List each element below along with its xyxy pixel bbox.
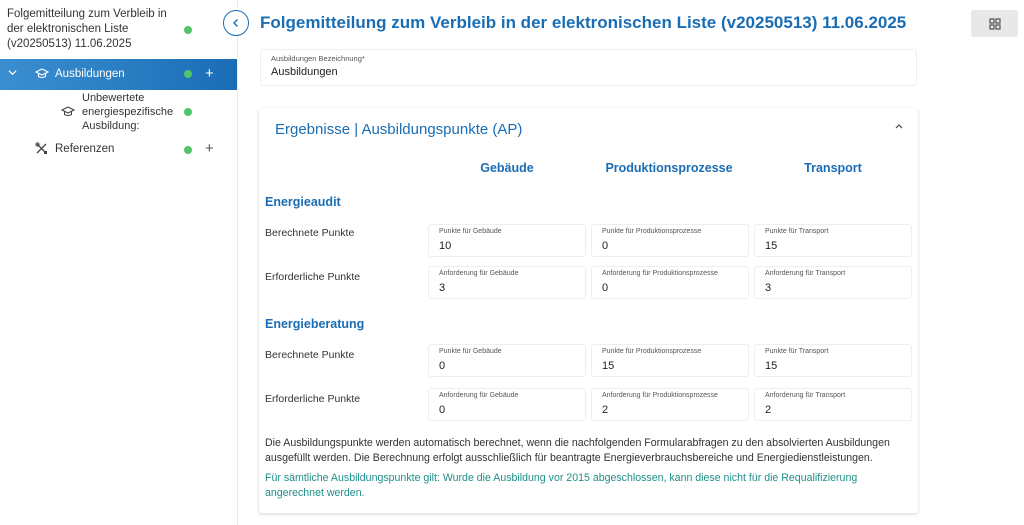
add-icon[interactable]: +: [205, 65, 214, 82]
field-value[interactable]: 2: [602, 404, 609, 416]
field-value[interactable]: 15: [765, 360, 778, 372]
field-label: Punkte für Gebäude: [439, 228, 502, 235]
collapse-sidebar-button[interactable]: [223, 10, 249, 36]
column-header-gebaeude: Gebäude: [480, 161, 534, 175]
row-label: Erforderliche Punkte: [265, 271, 361, 283]
graduation-cap-icon: [35, 68, 49, 80]
points-field[interactable]: [428, 344, 586, 377]
field-value[interactable]: 15: [765, 240, 778, 252]
field-value[interactable]: 3: [439, 282, 446, 294]
row-label: Berechnete Punkte: [265, 349, 355, 361]
points-field[interactable]: [754, 224, 912, 257]
page-title: Folgemitteilung zum Verbleib in der elektronischen Liste (v20250513) 11.06.2025: [260, 13, 907, 32]
field-value[interactable]: 0: [439, 404, 446, 416]
field-value[interactable]: Ausbildungen: [271, 66, 338, 78]
graduation-cap-icon: [61, 106, 75, 118]
field-label: Punkte für Transport: [765, 228, 829, 235]
field-value[interactable]: 3: [765, 282, 772, 294]
status-dot: [184, 108, 192, 116]
field-label: Punkte für Produktionsprozesse: [602, 348, 702, 355]
column-header-transport: Transport: [804, 161, 862, 175]
section-title-energieaudit: Energieaudit: [265, 195, 341, 209]
field-value[interactable]: 0: [602, 240, 609, 252]
add-icon[interactable]: +: [205, 140, 214, 157]
results-card: [259, 108, 918, 513]
field-label: Anforderung für Transport: [765, 270, 846, 277]
points-field[interactable]: [754, 344, 912, 377]
field-value[interactable]: 15: [602, 360, 615, 372]
tools-icon: [35, 142, 48, 155]
field-label: Punkte für Transport: [765, 348, 829, 355]
section-title-energieberatung: Energieberatung: [265, 317, 365, 331]
requirement-field[interactable]: [591, 388, 749, 421]
chevron-left-icon: [231, 18, 241, 28]
field-label: Anforderung für Transport: [765, 392, 846, 399]
field-label: Ausbildungen Bezeichnung*: [271, 54, 365, 63]
row-label: Berechnete Punkte: [265, 227, 355, 239]
info-text: Die Ausbildungspunkte werden automatisch berechnet, wenn die nachfolgenden Formularabfragen zu den absolvierten Ausbildungen ausgefüllt werden. Die Berechnung erfolgt ausschließlich für beantragte Energieverbrauchsbereiche und Energiedienstleistungen.: [265, 437, 890, 464]
grid-icon: [989, 18, 1001, 30]
requirement-field[interactable]: [754, 388, 912, 421]
field-label: Anforderung für Gebäude: [439, 392, 519, 399]
note-text: Für sämtliche Ausbildungspunkte gilt: Wurde die Ausbildung vor 2015 abgeschlossen, kann diese nicht für die Requalifizierung angerechnet werden.: [265, 472, 858, 499]
sidebar: [0, 0, 238, 525]
card-title: Ergebnisse | Ausbildungspunkte (AP): [275, 121, 523, 138]
field-value[interactable]: 2: [765, 404, 772, 416]
requirement-field[interactable]: [754, 266, 912, 299]
field-value[interactable]: 0: [439, 360, 446, 372]
field-label: Anforderung für Produktionsprozesse: [602, 270, 718, 277]
chevron-up-icon[interactable]: [894, 122, 904, 130]
field-label: Anforderung für Gebäude: [439, 270, 519, 277]
points-field[interactable]: [591, 344, 749, 377]
points-field[interactable]: [591, 224, 749, 257]
apps-menu-button[interactable]: [971, 10, 1018, 37]
requirement-field[interactable]: [591, 266, 749, 299]
status-dot: [184, 26, 192, 34]
field-value[interactable]: 0: [602, 282, 609, 294]
points-field[interactable]: [428, 224, 586, 257]
row-label: Erforderliche Punkte: [265, 393, 361, 405]
sidebar-item-referenzen[interactable]: Referenzen: [55, 143, 115, 155]
field-value[interactable]: 10: [439, 240, 452, 252]
requirement-field[interactable]: [428, 266, 586, 299]
status-dot: [184, 70, 192, 78]
column-header-produktionsprozesse: Produktionsprozesse: [605, 161, 733, 175]
sidebar-item-unbewertete-ausbildung[interactable]: Unbewertete energiespezifische Ausbildung:: [82, 92, 174, 132]
field-label: Punkte für Gebäude: [439, 348, 502, 355]
sidebar-item-label: Ausbildungen: [55, 68, 125, 80]
sidebar-item-ausbildungen[interactable]: [0, 59, 237, 90]
status-dot: [184, 146, 192, 154]
chevron-down-icon[interactable]: [8, 68, 17, 77]
requirement-field[interactable]: [428, 388, 586, 421]
sidebar-root-item[interactable]: Folgemitteilung zum Verbleib in der elektronischen Liste (v20250513) 11.06.2025: [7, 8, 167, 50]
ausbildungen-bezeichnung-field[interactable]: [260, 49, 917, 86]
field-label: Punkte für Produktionsprozesse: [602, 228, 702, 235]
field-label: Anforderung für Produktionsprozesse: [602, 392, 718, 399]
